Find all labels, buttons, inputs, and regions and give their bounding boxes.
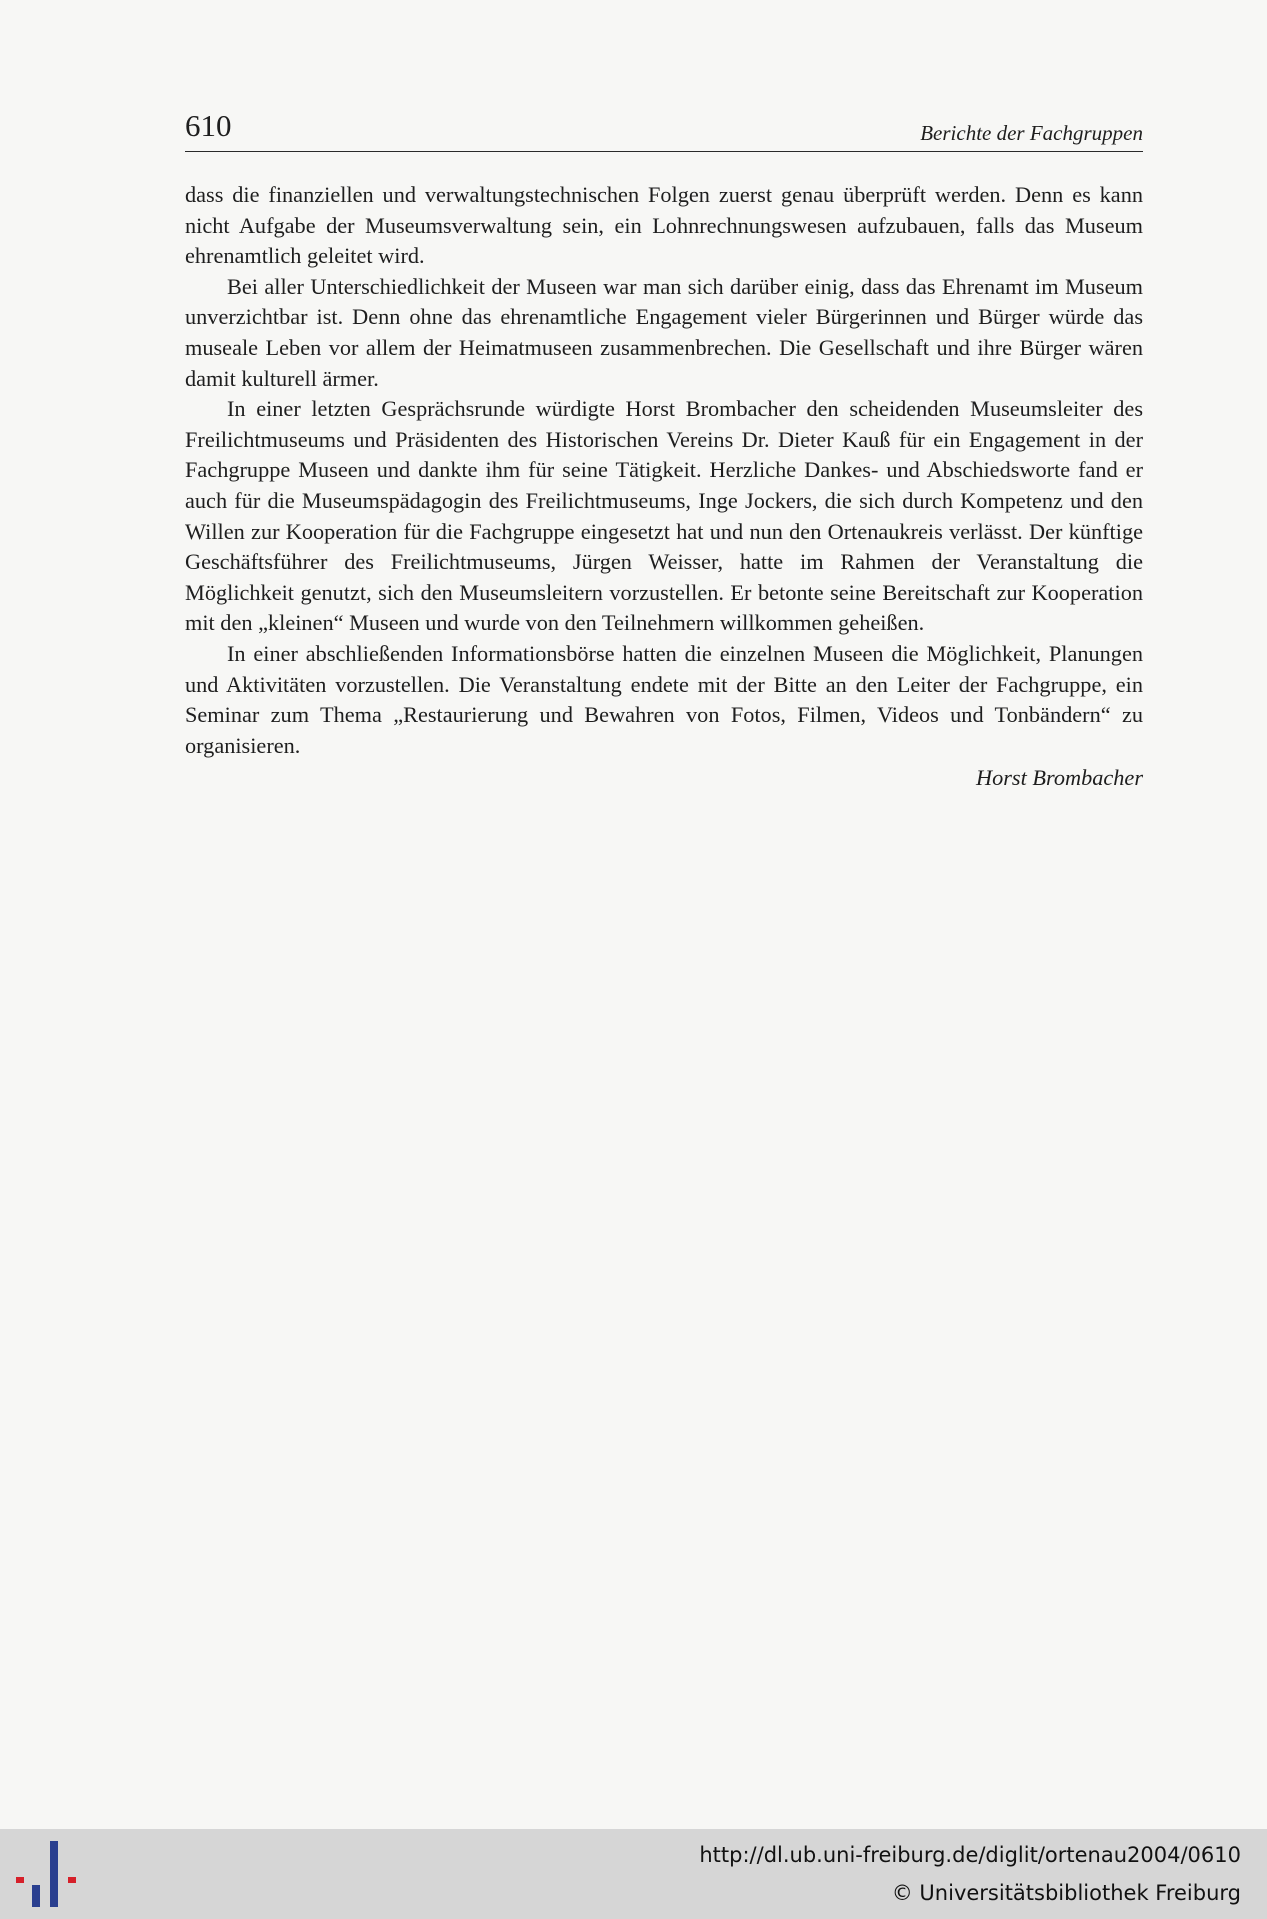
section-title: Berichte der Fachgruppen — [920, 121, 1143, 145]
paragraph-1: dass die finanziellen und verwaltungstechnischen Folgen zuerst genau überprüft werden. Denn es kann nicht Aufgabe der Museumsverwaltung sein, ein Lohnrechnungswesen aufzubauen, falls das Museum ehrenamtlich geleitet wird. — [185, 182, 1143, 269]
page-number: 610 — [185, 108, 232, 143]
footer-copyright: © Universitätsbibliothek Freiburg — [891, 1881, 1241, 1905]
paragraph-4: In einer abschließenden Informationsbörse hatten die einzelnen Museen die Möglichkeit, Planungen und Aktivitäten vorzustellen. Die Veranstaltung endete mit der Bitte an den Leiter der Fachgruppe, ein Seminar zum Thema „Restaurierung und Bewahren von Fotos, Filmen, Videos und Tonbändern“ zu organisieren. — [185, 640, 1143, 758]
footer-url-link[interactable]: http://dl.ub.uni-freiburg.de/diglit/ortenau2004/0610 — [699, 1843, 1241, 1867]
paragraph-2: Bei aller Unterschiedlichkeit der Museen war man sich darüber einig, dass das Ehrenamt im Museum unverzichtbar ist. Denn ohne das ehrenamtliche Engagement vieler Bürgerinnen und Bürger würde das museale Leben vor allem der Heimatmuseen zusammenbrechen. Die Gesellschaft und ihre Bürger wären damit kulturell ärmer. — [185, 273, 1143, 391]
running-head — [185, 106, 1143, 152]
author-signature: Horst Brombacher — [975, 765, 1143, 791]
ub-freiburg-logo-icon[interactable] — [16, 1841, 82, 1907]
body-text — [185, 180, 1143, 794]
footer-bar — [0, 1829, 1267, 1919]
paragraph-3: In einer letzten Gesprächsrunde würdigte Horst Brombacher den scheidenden Museumsleiter des Freilichtmuseums und Präsidenten des Historischen Vereins Dr. Dieter Kauß für ein Engagement in der Fachgruppe Museen und dankte ihm für seine Tätigkeit. Herzliche Dankes- und Abschiedsworte fand er auch für die Museumspädagogin des Freilichtmuseums, Inge Jockers, die sich durch Kompetenz und den Willen zur Kooperation für die Fachgruppe eingesetzt hat und nun den Ortenaukreis verlässt. Der künftige Geschäftsführer des Freilichtmuseums, Jürgen Weisser, hatte im Rahmen der Veranstaltung die Möglichkeit genutzt, sich den Museumsleitern vorzustellen. Er betonte seine Bereitschaft zur Kooperation mit den „kleinen“ Museen und wurde von den Teilnehmern willkommen geheißen. — [185, 396, 1143, 636]
